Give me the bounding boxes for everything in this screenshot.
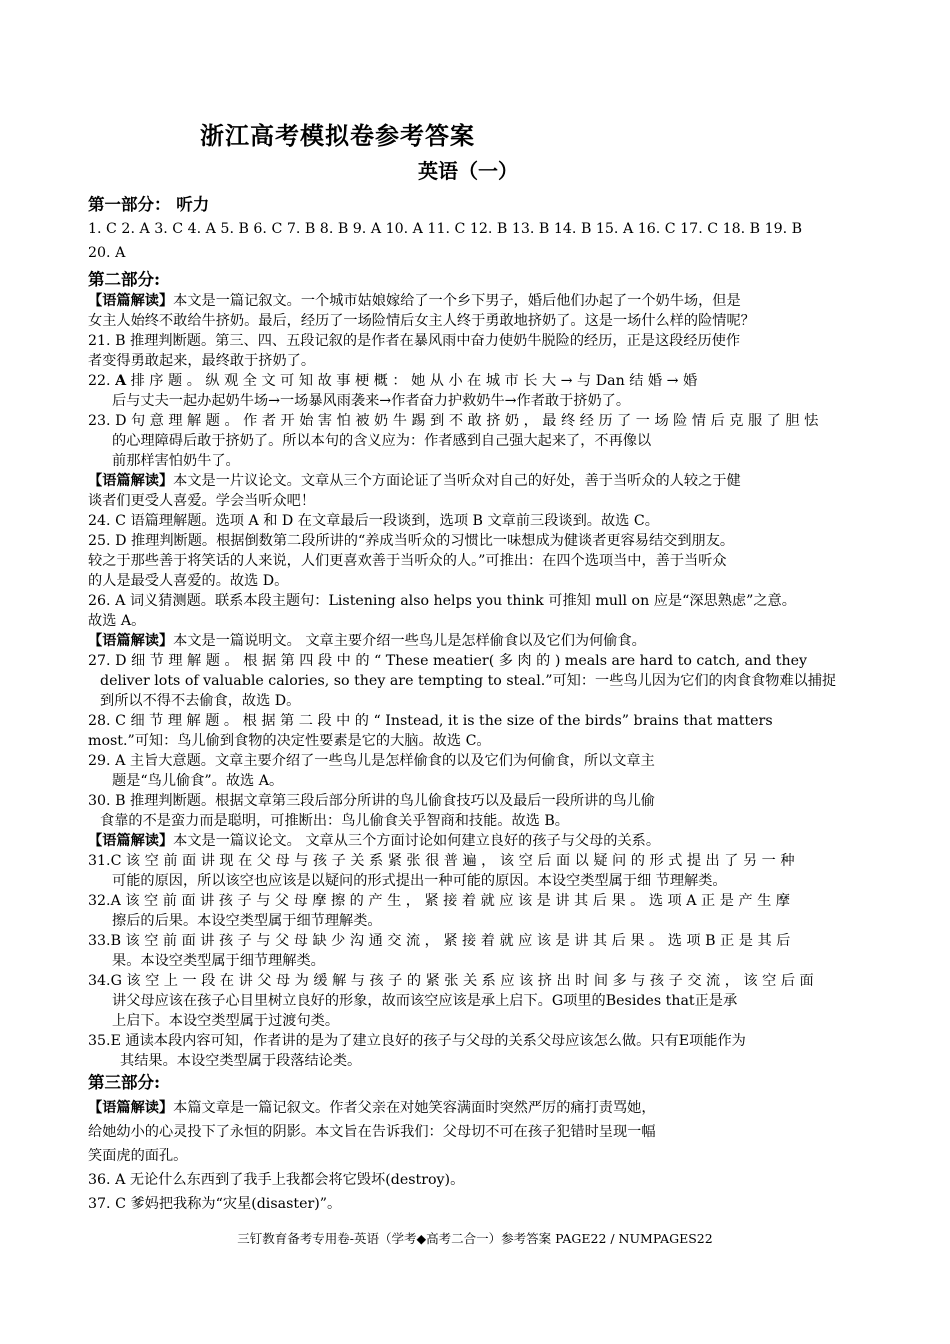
q25-line2: 较之于那些善于将笑话的人来说，人们更喜欢善于当听众的人。”可推出：在四个选项当中，善于当听众 [88,553,727,569]
q29-line2: 题是“鸟儿偷食”。故选 A。 [112,773,284,789]
q32-line2: 擦后的后果。本设空类型属于细节理解类。 [112,913,382,929]
q31-line1: 31.C 该 空 前 面 讲 现 在 父 母 与 孩 子 关 系 紧 张 很 普 遍 ， 该 空 后 面 以 疑 问 的 形 式 提 出 了 另 一 种 [88,853,795,869]
q26-line2: 故选 A。 [88,613,146,629]
passage-a-intro-line1: 【语篇解读】本文是一篇记叙文。一个城市姑娘嫁给了一个乡下男子，婚后他们办起了一个奶牛场，但是 [88,293,741,309]
q22-line2: 后与丈夫一起办起奶牛场→一场暴风雨袭来→作者奋力护救奶牛→作者敢于挤奶了。 [112,393,631,409]
part1-answers-line2: 20. A [88,245,126,261]
q32-line1: 32.A 该 空 前 面 讲 孩 子 与 父 母 摩 擦 的 产 生 ， 紧 接 着 就 应 该 是 讲 其 后 果 。 选 项 A 正 是 产 生 摩 [88,893,790,909]
q35-line2: 其结果。本设空类型属于段落结论类。 [120,1053,362,1069]
passage-tag: 【语篇解读】 [88,833,174,849]
passage-b-intro-line2: 谈者们更受人喜爱。学会当听众吧！ [88,493,316,509]
q31-line2: 可能的原因，所以该空也应该是以疑问的形式提出一种可能的原因。本设空类型属于细 节理解类。 [112,873,727,889]
q24: 24. C 语篇理解题。选项 A 和 D 在文章最后一段谈到，选项 B 文章前三段谈到。故选 C。 [88,513,659,529]
page-title: 浙江高考模拟卷参考答案 [200,121,475,150]
passage-e-intro-line3: 笑面虎的面孔。 [88,1148,188,1164]
q22-line1: 22. A 排 序 题 。 纵 观 全 文 可 知 故 事 梗 概 ： 她 从 小 在 城 市 长 大 → 与 Dan 结 婚 → 婚 [88,373,698,389]
q23-line3: 前那样害怕奶牛了。 [112,453,240,469]
page-subtitle: 英语（一） [418,159,518,183]
q30-line1: 30. B 推理判断题。根据文章第三段后部分所讲的鸟儿偷食技巧以及最后一段所讲的鸟儿偷 [88,793,655,809]
passage-c-intro: 【语篇解读】本文是一篇说明文。 文章主要介绍一些鸟儿是怎样偷食以及它们为何偷食。 [88,633,646,649]
q34-line3: 上启下。本设空类型属于过渡句类。 [112,1013,340,1029]
q34-line1: 34.G 该 空 上 一 段 在 讲 父 母 为 缓 解 与 孩 子 的 紧 张 关 系 应 该 挤 出 时 间 多 与 孩 子 交 流 ， 该 空 后 面 [88,973,814,989]
q27-line3: 到所以不得不去偷食，故选 D。 [100,693,301,709]
q26-line1: 26. A 词义猜测题。联系本段主题句：Listening also helps you think 可推知 mull on 应是“深思熟虑”之意。 [88,593,796,609]
passage-tag: 【语篇解读】 [88,473,174,489]
passage-a-intro-line2: 女主人始终不敢给牛挤奶。最后，经历了一场险情后女主人终于勇敢地挤奶了。这是一场什么样的险情呢？ [88,313,755,329]
q28-line1: 28. C 细 节 理 解 题 。 根 据 第 二 段 中 的 “ Instead, it is the size of the birds” brains that matters [88,713,773,729]
q36: 36. A 无论什么东西到了我手上我都会将它毁坏(destroy)。 [88,1172,465,1188]
q21-line1: 21. B 推理判断题。第三、四、五段记叙的是作者在暴风雨中奋力使奶牛脱险的经历，正是这段经历使作 [88,333,741,349]
passage-b-intro-line1: 【语篇解读】本文是一片议论文。文章从三个方面论证了当听众对自己的好处，善于当听众的人较之于健 [88,473,741,489]
q27-line1: 27. D 细 节 理 解 题 。 根 据 第 四 段 中 的 “ These meatier( 多 肉 的 ) meals are hard to catch, and they [88,653,808,669]
q33-line1: 33.B 该 空 前 面 讲 孩 子 与 父 母 缺 少 沟 通 交 流 ， 紧 接 着 就 应 该 是 讲 其 后 果 。 选 项 B 正 是 其 后 [88,933,791,949]
q33-line2: 果。本设空类型属于细节理解类。 [112,953,325,969]
part2-heading: 第二部分: [88,270,161,289]
q30-line2: 食靠的不是蛮力而是聪明，可推断出：鸟儿偷食关乎智商和技能。故选 B。 [100,813,569,829]
passage-e-intro-line1: 【语篇解读】本篇文章是一篇记叙文。作者父亲在对她笑容满面时突然严厉的痛打责骂她， [88,1100,656,1116]
passage-tag: 【语篇解读】 [88,633,174,649]
q25-line3: 的人是最受人喜爱的。故选 D。 [88,573,289,589]
q34-line2: 讲父母应该在孩子心目里树立良好的形象，故而该空应该是承上启下。G项里的Besides that正是承 [112,993,738,1009]
part1-heading: 第一部分： 听力 [88,195,210,214]
passage-tag: 【语篇解读】 [88,293,174,309]
part1-answers-line1: 1. C 2. A 3. C 4. A 5. B 6. C 7. B 8. B 9. A 10. A 11. C 12. B 13. B 14. B 15. A 16. C 17. C 18. B 19. B [88,221,803,237]
page-footer: 三钉教育备考专用卷-英语（学考◆高考二合一）参考答案 PAGE22 / NUMPAGES22 [237,1231,713,1246]
passage-tag: 【语篇解读】 [88,1100,174,1116]
passage-d-intro: 【语篇解读】本文是一篇议论文。 文章从三个方面讨论如何建立良好的孩子与父母的关系。 [88,833,661,849]
q28-line2: most.”可知：鸟儿偷到食物的决定性要素是它的大脑。故选 C。 [88,733,491,749]
q22-answer: A [115,373,127,389]
q25-line1: 25. D 推理判断题。根据倒数第二段所讲的“养成当听众的习惯比一味想成为健谈者更容易结交到朋友。 [88,533,735,549]
q21-line2: 者变得勇敢起来，最终敢于挤奶了。 [88,353,316,369]
q27-line2: deliver lots of valuable calories, so they are tempting to steal.”可知：一些鸟儿因为它们的肉食食物难以捕捉 [100,673,837,689]
q23-line1: 23. D 句 意 理 解 题 。 作 者 开 始 害 怕 被 奶 牛 踢 到 不 敢 挤 奶 ， 最 终 经 历 了 一 场 险 情 后 克 服 了 胆 怯 [88,413,819,429]
passage-e-intro-line2: 给她幼小的心灵投下了永恒的阴影。本文旨在告诉我们：父母切不可在孩子犯错时呈现一幅 [88,1124,656,1140]
q29-line1: 29. A 主旨大意题。文章主要介绍了一些鸟儿是怎样偷食的以及它们为何偷食，所以文章主 [88,753,655,769]
q37: 37. C 爹妈把我称为“灾星(disaster)”。 [88,1196,342,1212]
q23-line2: 的心理障碍后敢于挤奶了。所以本句的含义应为：作者感到自己强大起来了，不再像以 [112,433,652,449]
q35-line1: 35.E 通读本段内容可知，作者讲的是为了建立良好的孩子与父母的关系父母应该怎么做。只有E项能作为 [88,1033,746,1049]
part3-heading: 第三部分: [88,1073,161,1092]
